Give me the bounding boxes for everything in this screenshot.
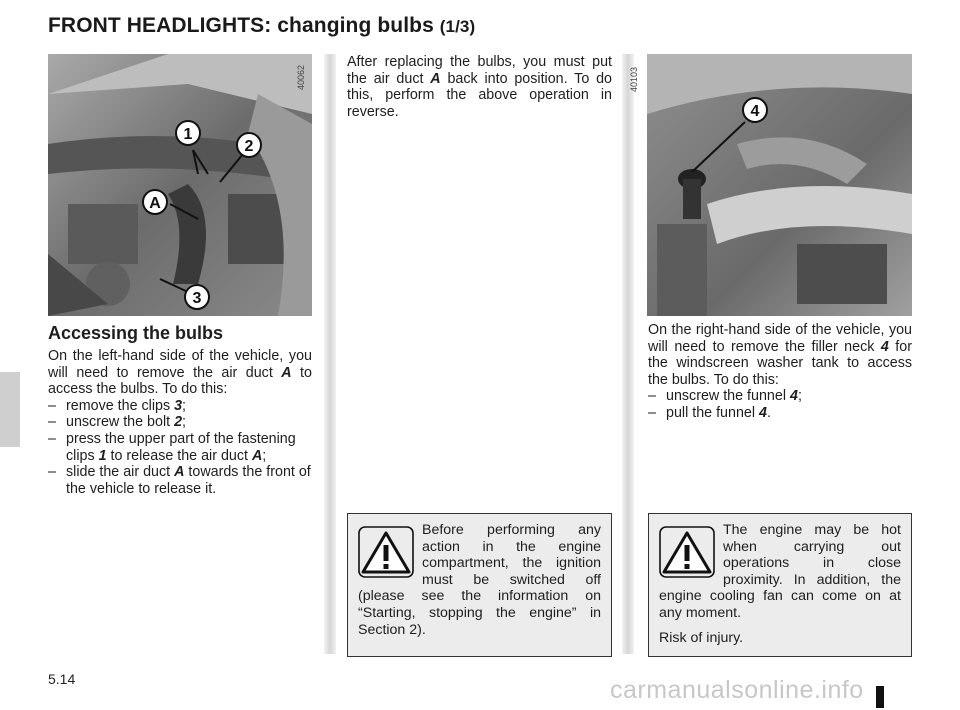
callout-badge xyxy=(176,121,200,145)
column-middle xyxy=(347,54,612,120)
column-separator xyxy=(324,54,336,654)
warning-triangle-icon xyxy=(358,526,414,578)
column-right xyxy=(648,322,912,422)
callout-badge xyxy=(185,285,209,309)
figure-reference-number: 40103 xyxy=(629,66,639,92)
reference-letter: A xyxy=(281,364,292,381)
warning-box-hot-engine xyxy=(648,513,912,657)
steps-list xyxy=(648,388,912,421)
callout-badge xyxy=(743,98,767,122)
callout-label: 3 xyxy=(192,290,202,307)
page-title xyxy=(48,14,475,38)
list-item: – press the upper part of the fastening clips 1 to release the air duct A; xyxy=(48,430,296,464)
page-title-text: FRONT HEADLIGHTS: changing bulbs xyxy=(48,14,434,37)
steps-list xyxy=(48,398,312,498)
list-item: – remove the clips 3; xyxy=(48,397,187,414)
warning-text: The engine may be hot when carrying out operations in close proximity. In addition, the engine cooling fan can come on at any moment. xyxy=(659,522,901,621)
list-item: – pull the funnel 4. xyxy=(648,404,771,421)
engine-photo-left xyxy=(48,54,312,316)
list-item: – unscrew the funnel 4; xyxy=(648,388,802,405)
callout-label: 2 xyxy=(244,138,254,155)
section-tab xyxy=(0,372,20,447)
callout-badge xyxy=(237,133,261,157)
callout-label: 4 xyxy=(750,103,760,120)
warning-triangle-icon xyxy=(659,526,715,578)
reassembly-paragraph: After replacing the bulbs, you must put the air duct A back into position. To do this, perform the above operation in reverse. xyxy=(347,54,613,120)
list-item: – unscrew the bolt 2; xyxy=(48,414,187,431)
warning-text-injury: Risk of injury. xyxy=(659,629,744,646)
section-heading: Accessing the bulbs xyxy=(48,323,224,343)
column-separator xyxy=(622,54,634,654)
engine-photo-right xyxy=(647,54,912,316)
intro-paragraph: On the left-hand side of the vehicle, you will need to remove the air duct A to access the bulbs. To do this: xyxy=(48,348,312,398)
page-subtitle: (1/3) xyxy=(439,17,476,36)
corner-mark xyxy=(876,686,884,708)
column-left xyxy=(48,322,312,497)
warning-box-ignition xyxy=(347,513,612,657)
callout-label: A xyxy=(149,195,161,212)
callout-label: 1 xyxy=(183,126,193,143)
intro-paragraph: On the right-hand side of the vehicle, you will need to remove the filler neck 4 for the windscreen washer tank to access the bulbs. To do this: xyxy=(648,322,912,388)
watermark: carmanualsonline.info xyxy=(610,676,864,704)
callout-badge xyxy=(143,190,167,214)
page-number: 5.14 xyxy=(48,671,76,687)
list-item: – slide the air duct A towards the front of the vehicle to release it. xyxy=(48,464,311,497)
warning-text: Before performing any action in the engine compartment, the ignition must be switched off (please see the information on “Starting, stopping the engine” in Section 2). xyxy=(358,522,601,638)
figure-reference-number: 40062 xyxy=(296,64,306,90)
